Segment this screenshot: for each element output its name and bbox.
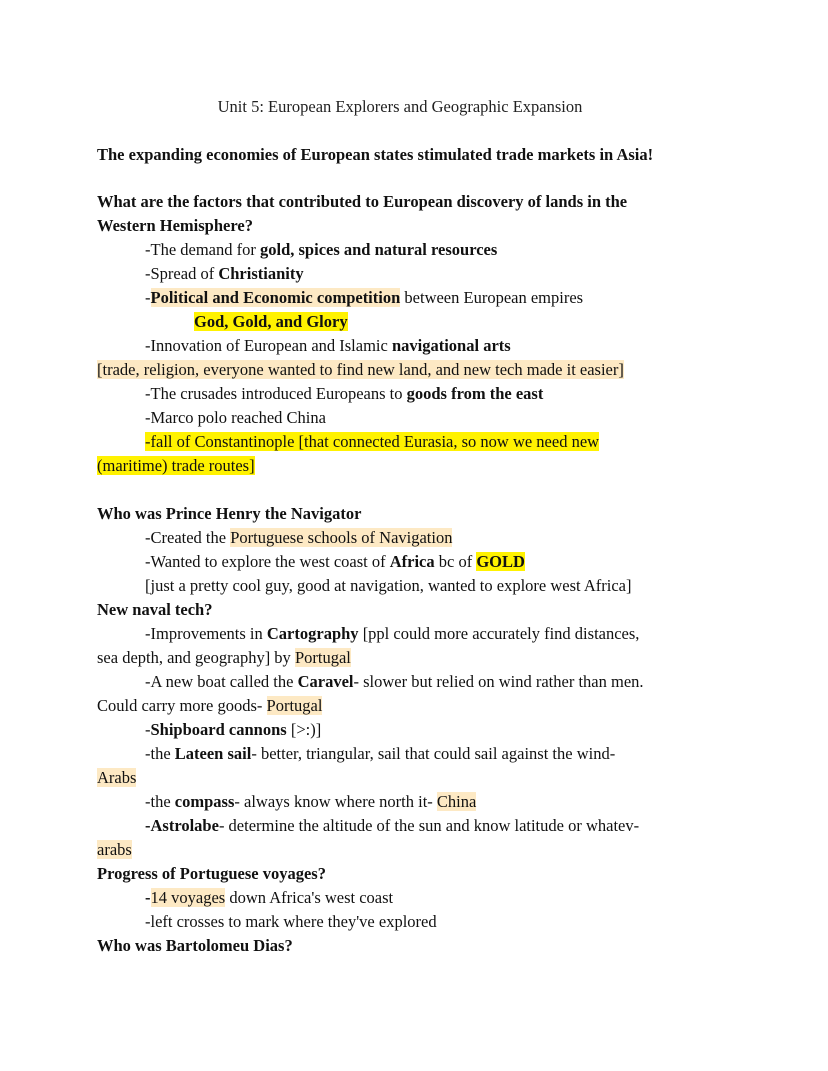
bold-text: Cartography bbox=[266, 623, 359, 643]
list-item: -Marco polo reached China bbox=[145, 408, 326, 427]
text: -the bbox=[145, 791, 175, 811]
list-item-cont bbox=[97, 766, 737, 790]
text: Could carry more goods- bbox=[97, 695, 267, 715]
list-item bbox=[97, 430, 737, 454]
highlighted-bold-text: God, Gold, and Glory bbox=[194, 312, 348, 331]
question-heading-cont: Western Hemisphere? bbox=[97, 216, 253, 235]
text: -Wanted to explore the west coast of bbox=[145, 551, 390, 571]
list-item bbox=[97, 742, 737, 766]
list-item bbox=[97, 238, 737, 262]
highlighted-text: -fall of Constantinople [that connected Eurasia, so now we need new bbox=[145, 432, 600, 451]
question-heading: Who was Bartolomeu Dias? bbox=[97, 935, 293, 955]
highlighted-text: Arabs bbox=[97, 767, 137, 787]
question-heading: Progress of Portuguese voyages? bbox=[97, 863, 326, 883]
text: - better, triangular, sail that could sail against the wind- bbox=[251, 743, 616, 763]
bold-text: -Astrolabe bbox=[145, 815, 219, 835]
text: -the bbox=[145, 743, 175, 763]
list-item bbox=[97, 550, 737, 574]
bold-text: goods from the east bbox=[406, 384, 544, 403]
bold-text: Africa bbox=[389, 551, 435, 571]
list-item bbox=[97, 310, 737, 334]
text: - bbox=[145, 719, 151, 739]
text: -Created the bbox=[145, 527, 231, 547]
list-item bbox=[97, 622, 737, 646]
highlighted-text: 14 voyages bbox=[150, 887, 226, 907]
highlighted-text: (maritime) trade routes] bbox=[97, 456, 255, 475]
text: - always know where north it- bbox=[234, 791, 437, 811]
list-item bbox=[97, 814, 737, 838]
document-title: Unit 5: European Explorers and Geographic Expansion bbox=[217, 97, 583, 116]
document-page bbox=[97, 95, 737, 958]
bold-text: compass bbox=[174, 791, 235, 811]
list-item: -left crosses to mark where they've explored bbox=[145, 911, 437, 931]
highlighted-bold-text: GOLD bbox=[476, 551, 525, 571]
highlighted-text: [trade, religion, everyone wanted to find new land, and new tech made it easier] bbox=[97, 360, 624, 379]
text: sea depth, and geography] by bbox=[97, 647, 295, 667]
list-item bbox=[97, 790, 737, 814]
list-item-cont bbox=[97, 694, 737, 718]
text: -Spread of bbox=[145, 264, 219, 283]
text: -Improvements in bbox=[145, 623, 267, 643]
question-heading: New naval tech? bbox=[97, 599, 213, 619]
list-item-cont bbox=[97, 838, 737, 862]
list-item-cont bbox=[97, 646, 737, 670]
intro-statement: The expanding economies of European states stimulated trade markets in Asia! bbox=[97, 144, 654, 164]
list-item bbox=[97, 262, 737, 286]
list-item bbox=[97, 670, 737, 694]
bold-text: navigational arts bbox=[391, 336, 511, 355]
text: - slower but relied on wind rather than men. bbox=[353, 671, 644, 691]
list-item bbox=[97, 382, 737, 406]
question-heading: Who was Prince Henry the Navigator bbox=[97, 503, 362, 523]
list-item bbox=[97, 886, 737, 910]
highlighted-text: Portuguese schools of Navigation bbox=[230, 527, 453, 547]
highlighted-text: arabs bbox=[97, 839, 132, 859]
highlighted-text: Portugal bbox=[266, 695, 323, 715]
bold-text: Lateen sail bbox=[174, 743, 252, 763]
text: [ppl could more accurately find distances, bbox=[358, 623, 640, 643]
note: [just a pretty cool guy, good at navigation, wanted to explore west Africa] bbox=[145, 575, 632, 595]
text: -The demand for bbox=[145, 240, 260, 259]
note bbox=[97, 358, 737, 382]
text: between European empires bbox=[400, 288, 584, 307]
list-item-cont bbox=[97, 454, 737, 478]
highlighted-bold-text: Political and Economic competition bbox=[150, 288, 401, 307]
bold-text: Shipboard cannons bbox=[150, 719, 287, 739]
list-item bbox=[97, 718, 737, 742]
question-heading: What are the factors that contributed to European discovery of lands in the bbox=[97, 192, 628, 211]
text: [>:)] bbox=[286, 719, 322, 739]
bold-text: Christianity bbox=[218, 264, 304, 283]
list-item bbox=[97, 334, 737, 358]
bold-text: Caravel bbox=[297, 671, 354, 691]
text: -Innovation of European and Islamic bbox=[145, 336, 392, 355]
text: - bbox=[145, 288, 151, 307]
highlighted-text: China bbox=[436, 791, 477, 811]
text: - determine the altitude of the sun and know latitude or whatev- bbox=[218, 815, 640, 835]
text: down Africa's west coast bbox=[225, 887, 394, 907]
bold-text: gold, spices and natural resources bbox=[260, 240, 498, 259]
text: -The crusades introduced Europeans to bbox=[145, 384, 407, 403]
list-item bbox=[97, 286, 737, 310]
text: - bbox=[145, 887, 151, 907]
highlighted-text: Portugal bbox=[294, 647, 351, 667]
text: bc of bbox=[434, 551, 477, 571]
list-item bbox=[97, 526, 737, 550]
text: -A new boat called the bbox=[145, 671, 298, 691]
